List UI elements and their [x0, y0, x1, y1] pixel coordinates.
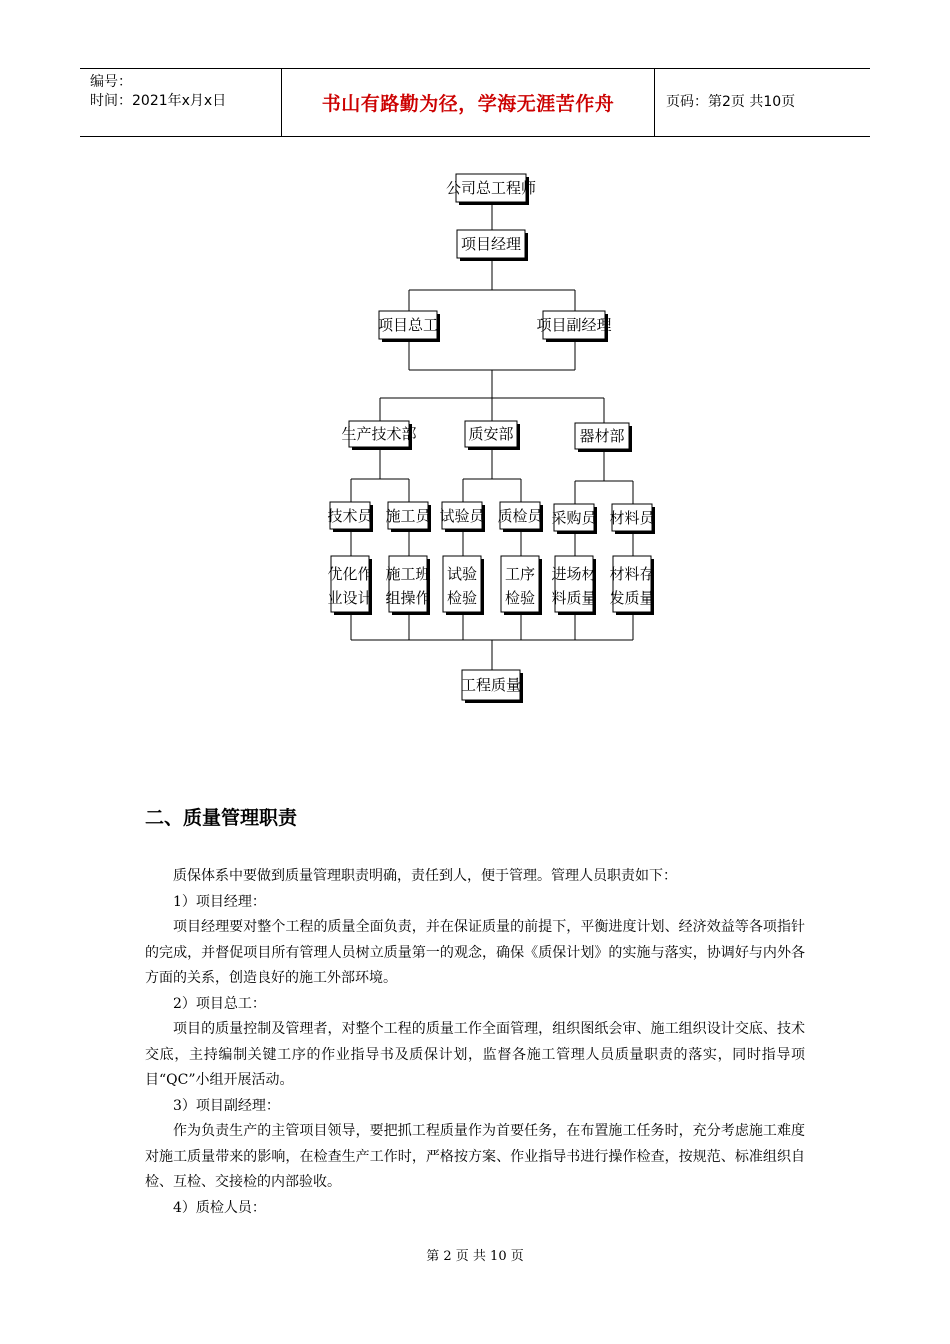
node-role-materials-label: 材料员	[609, 509, 655, 527]
node-task-crew-operation-line2: 组操作	[385, 589, 431, 607]
node-task-optimize-design-line2: 业设计	[327, 589, 373, 607]
paragraph-heading-manager: 1）项目经理：	[173, 893, 266, 910]
node-dept-quality-safety	[465, 421, 520, 450]
node-task-material-storage-line1: 材料存	[609, 565, 655, 583]
paragraph-deputy-manager-duties: 作为负责生产的主管项目领导，要把抓工程质量作为首要任务，在布置施工任务时，充分考虑施工难度对施工质量带来的影响，在检查生产工作时，严格按方案、作业指导书进行操作检查，按规范、标准组织自检、互检、交接检的内部验收。	[145, 1123, 805, 1190]
node-chief-engineer-label: 项目总工	[377, 316, 439, 334]
node-role-materials	[609, 504, 655, 534]
node-role-tester	[439, 502, 485, 532]
node-task-material-storage-line2: 发质量	[609, 589, 655, 607]
node-task-test-inspection-line2: 检验	[446, 589, 478, 607]
node-dept-equipment-label: 器材部	[579, 427, 625, 445]
paragraph-heading-chief-engineer: 2）项目总工：	[173, 995, 266, 1012]
node-dept-production	[341, 421, 416, 450]
node-role-technician-label: 技术员	[327, 507, 373, 525]
node-task-process-inspection-line2: 检验	[504, 589, 536, 607]
node-role-constructor	[385, 502, 431, 532]
node-task-crew-operation	[385, 556, 430, 615]
node-role-inspector-label: 质检员	[497, 507, 543, 525]
section-title: 二、质量管理职责	[145, 807, 298, 829]
node-task-test-inspection-line1: 试验	[446, 565, 478, 583]
node-result	[461, 670, 523, 703]
section-body	[145, 864, 805, 1221]
node-dept-quality-safety-label: 质安部	[468, 425, 514, 443]
node-dept-production-label: 生产技术部	[341, 425, 417, 443]
node-role-technician	[327, 502, 373, 532]
node-role-constructor-label: 施工员	[385, 507, 431, 525]
node-role-tester-label: 试验员	[439, 507, 485, 525]
node-deputy-manager	[536, 311, 611, 342]
node-result-label: 工程质量	[460, 676, 522, 694]
node-role-inspector	[497, 502, 543, 532]
paragraph-heading-deputy-manager: 3）项目副经理：	[173, 1097, 280, 1114]
node-role-purchaser	[551, 504, 597, 534]
node-deputy-manager-label: 项目副经理	[536, 316, 612, 334]
node-top	[446, 174, 536, 205]
node-task-optimize-design-line1: 优化作	[327, 565, 373, 583]
page-footer: 第 2 页 共 10 页	[426, 1249, 524, 1264]
node-role-purchaser-label: 采购员	[551, 509, 597, 527]
paragraph-chief-engineer-duties: 项目的质量控制及管理者，对整个工程的质量工作全面管理，组织图纸会审、施工组织设计交底、技术交底，主持编制关键工序的作业指导书及质保计划，监督各施工管理人员质量职责的落实，同时指导项目“QC”小组开展活动。	[145, 1021, 805, 1088]
node-task-incoming-material-line1: 进场材	[551, 565, 597, 583]
node-dept-equipment	[575, 423, 632, 452]
node-task-incoming-material-line2: 料质量	[551, 589, 597, 607]
paragraph-intro: 质保体系中要做到质量管理职责明确，责任到人，便于管理。管理人员职责如下：	[173, 868, 677, 884]
node-task-process-inspection	[501, 556, 542, 615]
header-time-label: 时间：2021年x月x日	[90, 93, 227, 109]
node-task-optimize-design	[327, 556, 372, 615]
node-task-incoming-material	[551, 556, 596, 615]
node-task-test-inspection	[443, 556, 484, 615]
node-manager	[457, 230, 528, 261]
node-task-material-storage	[609, 556, 654, 615]
node-task-process-inspection-line1: 工序	[504, 565, 536, 583]
node-task-crew-operation-line1: 施工班	[385, 565, 431, 583]
header-motto: 书山有路勤为径，学海无涯苦作舟	[321, 93, 615, 115]
header-page-label: 页码：第2页 共10页	[666, 94, 796, 110]
node-top-label: 公司总工程师	[445, 179, 537, 197]
node-manager-label: 项目经理	[460, 235, 522, 253]
paragraph-heading-inspectors: 4）质检人员：	[173, 1199, 266, 1216]
header-number-label: 编号：	[90, 74, 132, 90]
paragraph-manager-duties: 项目经理要对整个工程的质量全面负责，并在保证质量的前提下，平衡进度计划、经济效益等各项指针的完成，并督促项目所有管理人员树立质量第一的观念，确保《质保计划》的实施与落实，协调好与内外各方面的关系，创造良好的施工外部环境。	[145, 919, 805, 986]
node-chief-engineer	[378, 311, 440, 342]
